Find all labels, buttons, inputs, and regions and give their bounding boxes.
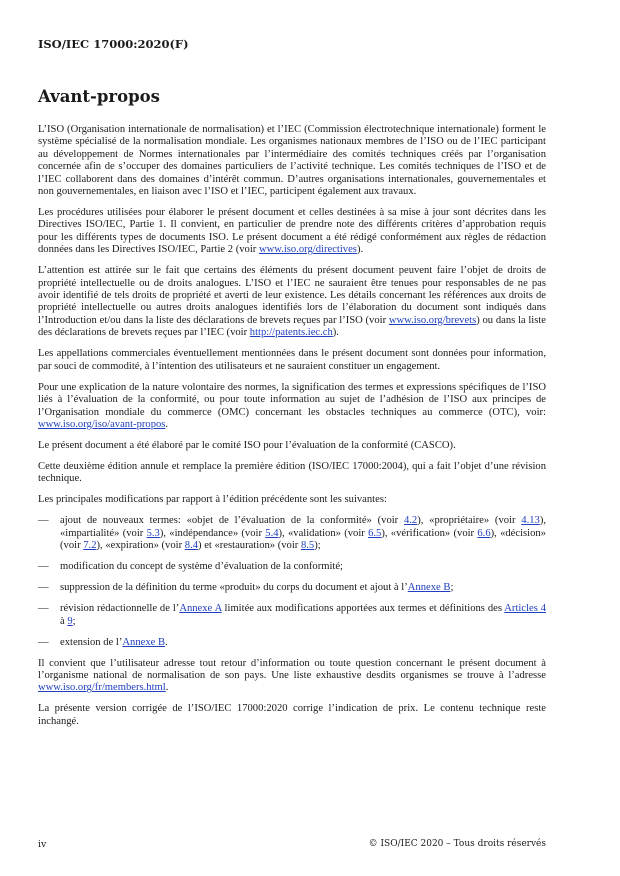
clause-ref-link[interactable]: 4.2	[403, 515, 418, 527]
paragraph-voluntary-nature	[38, 382, 546, 432]
list-text: ), «impartialité» (voir	[60, 515, 546, 539]
paragraph-text: .	[165, 682, 169, 694]
list-text: ), «décision» (voir	[60, 527, 546, 552]
list-text: ;	[72, 615, 76, 627]
iso-patents-link[interactable]: www.iso.org/brevets	[388, 314, 477, 326]
paragraph-text: ).	[332, 327, 339, 339]
dash-bullet: —	[38, 603, 49, 615]
copyright-notice: © ISO/IEC 2020 – Tous droits réservés	[368, 839, 546, 849]
paragraph-text: .	[165, 418, 169, 430]
dash-bullet: —	[38, 561, 49, 573]
paragraph-text: L’attention est attirée sur le fait que certains des éléments du présent document peuvent faire l’objet de droits de propriété intellectuelle ou de droits analogues. L’ISO et l’IEC ne sauraient être tenues pour responsables de ne pas avoir identifié de tels droits de propriété et averti de leur existence. Les détails concernant les références aux droits de propriété intellectuelle ou autres droits analogues identifiés lors de l’élaboration du document sont indiqués dans l’Introduction et/ou dans la liste des déclarations de brevets reçues par l’ISO (voir	[38, 265, 546, 326]
article-9-link[interactable]: 9	[67, 615, 73, 627]
dash-bullet: —	[38, 582, 49, 594]
list-text: .	[165, 636, 168, 648]
clause-ref-link[interactable]: 7.2	[83, 540, 97, 552]
clause-ref-link[interactable]: 6.6	[477, 527, 491, 539]
list-text: à	[60, 615, 68, 627]
list-text: );	[314, 540, 321, 552]
paragraph-feedback	[38, 658, 546, 695]
iec-patents-link[interactable]: http://patents.iec.ch	[249, 327, 333, 339]
paragraph-text: ) ou dans la liste des déclarations de brevets reçues par l’IEC (voir	[38, 314, 546, 339]
list-text: ), «validation» (voir	[278, 527, 369, 539]
paragraph-text: Pour une explication de la nature volontaire des normes, la signification des termes et expressions spécifiques de l’ISO liés à l’évaluation de la conformité, ou pour toute information au sujet de l’adhésion de l’ISO aux principes de l’Organisation mondiale du commerce (OMC) concernant les obstacles techniques au commerce (OTC), voir:	[38, 381, 546, 418]
dash-bullet: —	[38, 515, 49, 527]
list-text: ), «indépendance» (voir	[159, 527, 266, 539]
list-item	[38, 637, 546, 649]
list-text: révision rédactionnelle de l’	[60, 603, 180, 615]
list-item	[38, 582, 546, 594]
paragraph-text: Les procédures utilisées pour élaborer le présent document et celles destinées à sa mise à jour sont décrites dans les Directives ISO/IEC, Partie 1. Il convient, en particulier de prendre note des différents critères d’approbation requis pour les différents types de documents ISO. Le présent document a été rédigé conformément aux règles de rédaction données dans les Directives ISO/IEC, Partie 2 (voir	[38, 207, 546, 256]
paragraph-edition: Cette deuxième édition annule et remplace la première édition (ISO/IEC 17000:2004), qui a fait l’objet d’une révision technique.	[38, 460, 546, 485]
members-link[interactable]: www.iso.org/fr/members.html	[38, 682, 166, 694]
clause-ref-link[interactable]: 5.3	[146, 527, 160, 539]
annex-a-link[interactable]: Annexe A	[179, 603, 222, 615]
list-text: limitée aux modifications apportées aux termes et définitions des	[221, 603, 505, 615]
list-text: suppression de la définition du terme «produit» du corps du document et ajout à l’	[60, 582, 408, 594]
paragraph-trade-names: Les appellations commerciales éventuellement mentionnées dans le présent document sont données pour information, par souci de commodité, à l’intention des utilisateurs et ne sauraient constituer un engagement.	[38, 348, 546, 372]
annex-b-link[interactable]: Annexe B	[407, 582, 451, 594]
paragraph-iso-iec-intro: L’ISO (Organisation internationale de normalisation) et l’IEC (Commission électrotechnique internationale) forment le système spécialisé de la normalisation mondiale. Les organismes nationaux membres de l’ISO ou de l’IEC participant au développement de Normes internationales par l’intermédiaire des comités techniques créés par l’organisation concernée afin de s’occuper des domaines particuliers de l’activité technique. Les comités techniques de l’ISO et de l’IEC collaborent dans des domaines d’intérêt commun. D’autres organisations internationales, gouvernementales et non gouvernementales, en liaison avec l’ISO et l’IEC, participent également aux travaux.	[38, 124, 546, 198]
list-text: modification du concept de système d’évaluation de la conformité;	[60, 561, 343, 573]
foreword-link[interactable]: www.iso.org/iso/avant-propos	[38, 418, 166, 430]
page-number: iv	[38, 839, 47, 850]
directives-link[interactable]: www.iso.org/directives	[258, 244, 357, 256]
list-text: ), «vérification» (voir	[381, 527, 478, 539]
clause-ref-link[interactable]: 5.4	[265, 527, 279, 539]
paragraph-procedures	[38, 207, 546, 257]
list-text: ), «propriétaire» (voir	[417, 515, 522, 527]
paragraph-committee: Le présent document a été élaboré par le comité ISO pour l’évaluation de la conformité (CASCO).	[38, 439, 456, 451]
foreword-body	[38, 124, 546, 737]
clause-ref-link[interactable]: 4.13	[521, 515, 540, 527]
paragraph-corrected-version: La présente version corrigée de l’ISO/IEC 17000:2020 corrige l’indication de prix. Le contenu technique reste inchangé.	[38, 703, 546, 727]
clause-ref-link[interactable]: 8.5	[300, 540, 315, 552]
paragraph-text: Il convient que l’utilisateur adresse tout retour d’information ou toute question concernant le présent document à l’organisme national de normalisation de son pays. Une liste exhaustive desdits organismes se trouve à l’adresse	[38, 657, 546, 681]
list-item	[38, 515, 546, 552]
annex-b-link[interactable]: Annexe B	[122, 636, 166, 648]
section-title: Avant-propos	[38, 87, 160, 106]
list-text: ), «expiration» (voir	[96, 540, 185, 552]
list-text: ;	[450, 582, 454, 594]
list-text: ) et «restauration» (voir	[198, 540, 301, 552]
list-item	[38, 561, 546, 573]
list-text: extension de l’	[60, 636, 123, 648]
clause-ref-link[interactable]: 8.4	[184, 540, 199, 552]
paragraph-patents	[38, 265, 546, 339]
paragraph-text: ).	[356, 244, 364, 256]
document-id-header: ISO/IEC 17000:2020(F)	[38, 37, 189, 51]
list-text: ajout de nouveaux termes: «objet de l’évaluation de la conformité» (voir	[60, 515, 404, 527]
paragraph-changes-intro: Les principales modifications par rapport à l’édition précédente sont les suivantes:	[38, 494, 387, 506]
articles-4-link[interactable]: Articles 4	[504, 603, 547, 615]
list-item	[38, 603, 546, 628]
clause-ref-link[interactable]: 6.5	[368, 527, 382, 539]
dash-bullet: —	[38, 636, 49, 648]
